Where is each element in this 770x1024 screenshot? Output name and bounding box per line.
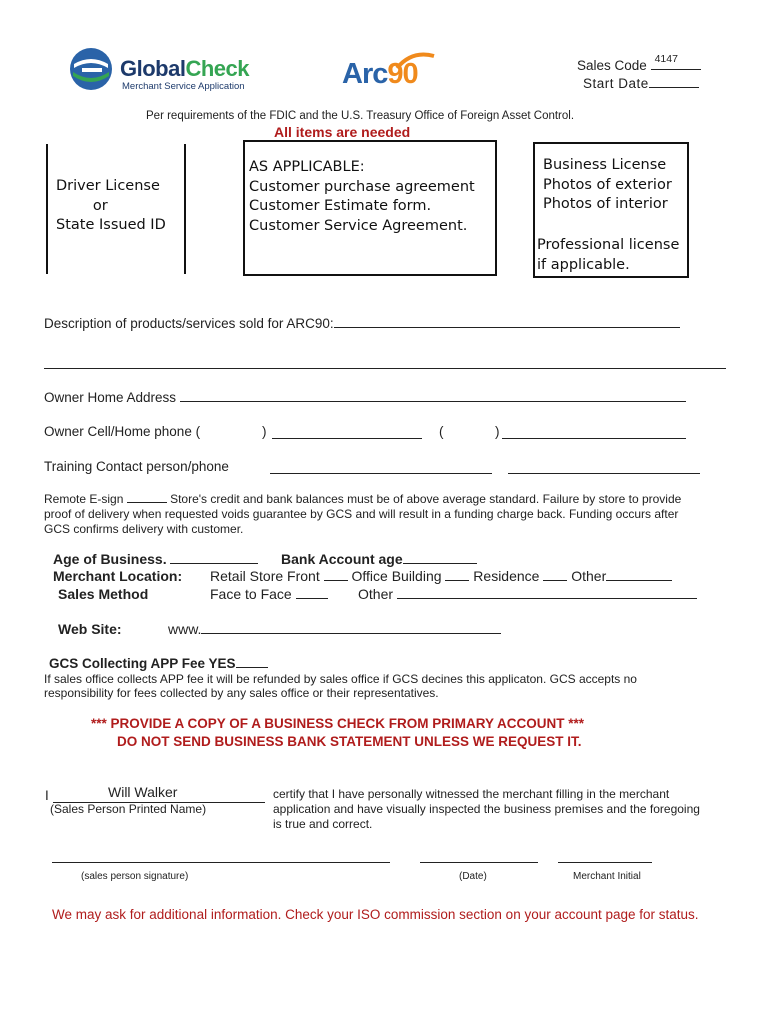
residence-label: Residence bbox=[473, 568, 540, 584]
description-line-2[interactable] bbox=[44, 368, 726, 369]
owner-address-field[interactable] bbox=[180, 389, 686, 402]
certify-text-2: application and have visually inspected the business premises and the foregoing bbox=[273, 802, 700, 816]
sales-code-label: Sales Code bbox=[577, 58, 647, 73]
globalcheck-logo bbox=[68, 46, 268, 96]
website-row bbox=[168, 621, 501, 637]
arc90-logo bbox=[342, 50, 438, 92]
office-label: Office Building bbox=[351, 568, 442, 584]
sales-method-label: Sales Method bbox=[58, 586, 149, 602]
face-checkbox[interactable] bbox=[296, 586, 328, 599]
description-field[interactable] bbox=[334, 315, 680, 328]
owner-address-row bbox=[44, 389, 686, 405]
owner-phone-row bbox=[44, 424, 200, 439]
age-of-business-field[interactable] bbox=[170, 551, 258, 564]
location-options bbox=[210, 568, 672, 584]
owner-cell-field[interactable] bbox=[272, 426, 422, 439]
owner-phone-close2: ) bbox=[495, 424, 500, 439]
arc-suffix: 90 bbox=[387, 58, 418, 90]
all-items-heading: All items are needed bbox=[274, 124, 411, 140]
website-prefix: www. bbox=[168, 621, 202, 637]
other-method-field[interactable] bbox=[397, 586, 697, 599]
arc-prefix: Arc bbox=[342, 58, 388, 90]
remote-esign-text: Store's credit and bank balances must be of above average standard. Failure by store to provide bbox=[170, 492, 682, 506]
date-line[interactable] bbox=[420, 862, 538, 863]
training-name-field[interactable] bbox=[270, 461, 492, 474]
website-field[interactable] bbox=[201, 621, 501, 634]
certify-text-3: is true and correct. bbox=[273, 817, 373, 831]
app-fee-text-1: If sales office collects APP fee it will be refunded by sales office if GCS decines this applicaton. GCS accepts no bbox=[44, 672, 637, 686]
globe-icon bbox=[68, 46, 114, 92]
description-row bbox=[44, 315, 680, 331]
office-checkbox[interactable] bbox=[445, 568, 469, 581]
owner-phone-open2: ( bbox=[439, 424, 444, 439]
bank-age-label: Bank Account age bbox=[281, 551, 403, 567]
face-label: Face to Face bbox=[210, 586, 292, 602]
merchant-initial-caption: Merchant Initial bbox=[573, 871, 641, 882]
age-of-business-label: Age of Business. bbox=[53, 551, 167, 567]
remote-esign-text-2: proof of delivery when requested voids guarantee by GCS and will result in a funding charge back. Funding occurs after bbox=[44, 507, 679, 521]
retail-checkbox[interactable] bbox=[324, 568, 348, 581]
retail-label: Retail Store Front bbox=[210, 568, 320, 584]
start-date-label: Start Date bbox=[583, 76, 649, 91]
remote-esign-row bbox=[44, 492, 681, 506]
brand-tagline: Merchant Service Application bbox=[122, 81, 245, 92]
sales-code-value: 4147 bbox=[654, 53, 678, 65]
fdic-notice: Per requirements of the FDIC and the U.S. Treasury Office of Foreign Asset Control. bbox=[146, 110, 575, 122]
certify-i: I bbox=[45, 788, 49, 803]
id-document-text: Driver License or State Issued ID bbox=[56, 178, 166, 233]
merchant-initial-line[interactable] bbox=[558, 862, 652, 863]
signature-caption: (sales person signature) bbox=[81, 871, 189, 882]
certify-text-1: certify that I have personally witnessed the merchant filling in the merchant bbox=[273, 787, 670, 801]
app-fee-title: GCS Collecting APP Fee YES bbox=[49, 656, 236, 671]
app-fee-text-2: responsibility for fees collected by any sales office or their representatives. bbox=[44, 686, 439, 700]
remote-esign-field[interactable] bbox=[127, 492, 167, 503]
owner-home-field[interactable] bbox=[502, 426, 686, 439]
description-label: Description of products/services sold for ARC90: bbox=[44, 316, 334, 331]
sales-code-row bbox=[577, 53, 701, 73]
signature-line[interactable] bbox=[52, 862, 390, 863]
start-date-field[interactable] bbox=[649, 75, 699, 88]
printed-name-caption: (Sales Person Printed Name) bbox=[50, 802, 207, 816]
training-label: Training Contact person/phone bbox=[44, 459, 229, 474]
owner-phone-label: Owner Cell/Home phone ( bbox=[44, 424, 201, 439]
other-location-label: Other bbox=[571, 568, 607, 584]
training-row bbox=[44, 459, 229, 474]
owner-address-label: Owner Home Address bbox=[44, 390, 177, 405]
bank-age-field[interactable] bbox=[403, 551, 477, 564]
other-method-label: Other bbox=[358, 586, 394, 602]
professional-license-text: Professional license if applicable. bbox=[537, 237, 680, 273]
merchant-location-label: Merchant Location: bbox=[53, 568, 183, 584]
footer-note: We may ask for additional information. Check your ISO commission section on your account page for status. bbox=[52, 907, 699, 922]
agreements-text: AS APPLICABLE: Customer purchase agreement Customer Estimate form. Customer Service Agreement. bbox=[249, 159, 475, 234]
salesperson-name: Will Walker bbox=[108, 784, 178, 800]
app-fee-field[interactable] bbox=[236, 655, 268, 668]
training-phone-field[interactable] bbox=[508, 461, 700, 474]
remote-esign-text-3: GCS confirms delivery with customer. bbox=[44, 522, 244, 536]
business-check-notice: *** PROVIDE A COPY OF A BUSINESS CHECK FROM PRIMARY ACCOUNT *** bbox=[91, 716, 585, 731]
brand-global: Global bbox=[120, 56, 186, 81]
age-of-business-row bbox=[53, 551, 258, 567]
sales-method-other bbox=[358, 586, 697, 602]
app-fee-row bbox=[49, 655, 268, 671]
other-location-field[interactable] bbox=[606, 568, 672, 581]
start-date-row bbox=[583, 75, 699, 91]
remote-esign-label: Remote E-sign bbox=[44, 492, 124, 506]
business-license-text: Business License Photos of exterior Photos of interior bbox=[543, 157, 672, 212]
owner-phone-close: ) bbox=[262, 424, 267, 439]
website-label: Web Site: bbox=[58, 621, 122, 637]
brand-check: Check bbox=[185, 56, 249, 81]
bank-statement-notice: DO NOT SEND BUSINESS BANK STATEMENT UNLESS WE REQUEST IT. bbox=[117, 734, 582, 749]
residence-checkbox[interactable] bbox=[543, 568, 567, 581]
sales-method-options bbox=[210, 586, 328, 602]
bank-age-row bbox=[281, 551, 477, 567]
sales-code-field[interactable] bbox=[651, 53, 701, 70]
date-caption: (Date) bbox=[459, 871, 487, 882]
